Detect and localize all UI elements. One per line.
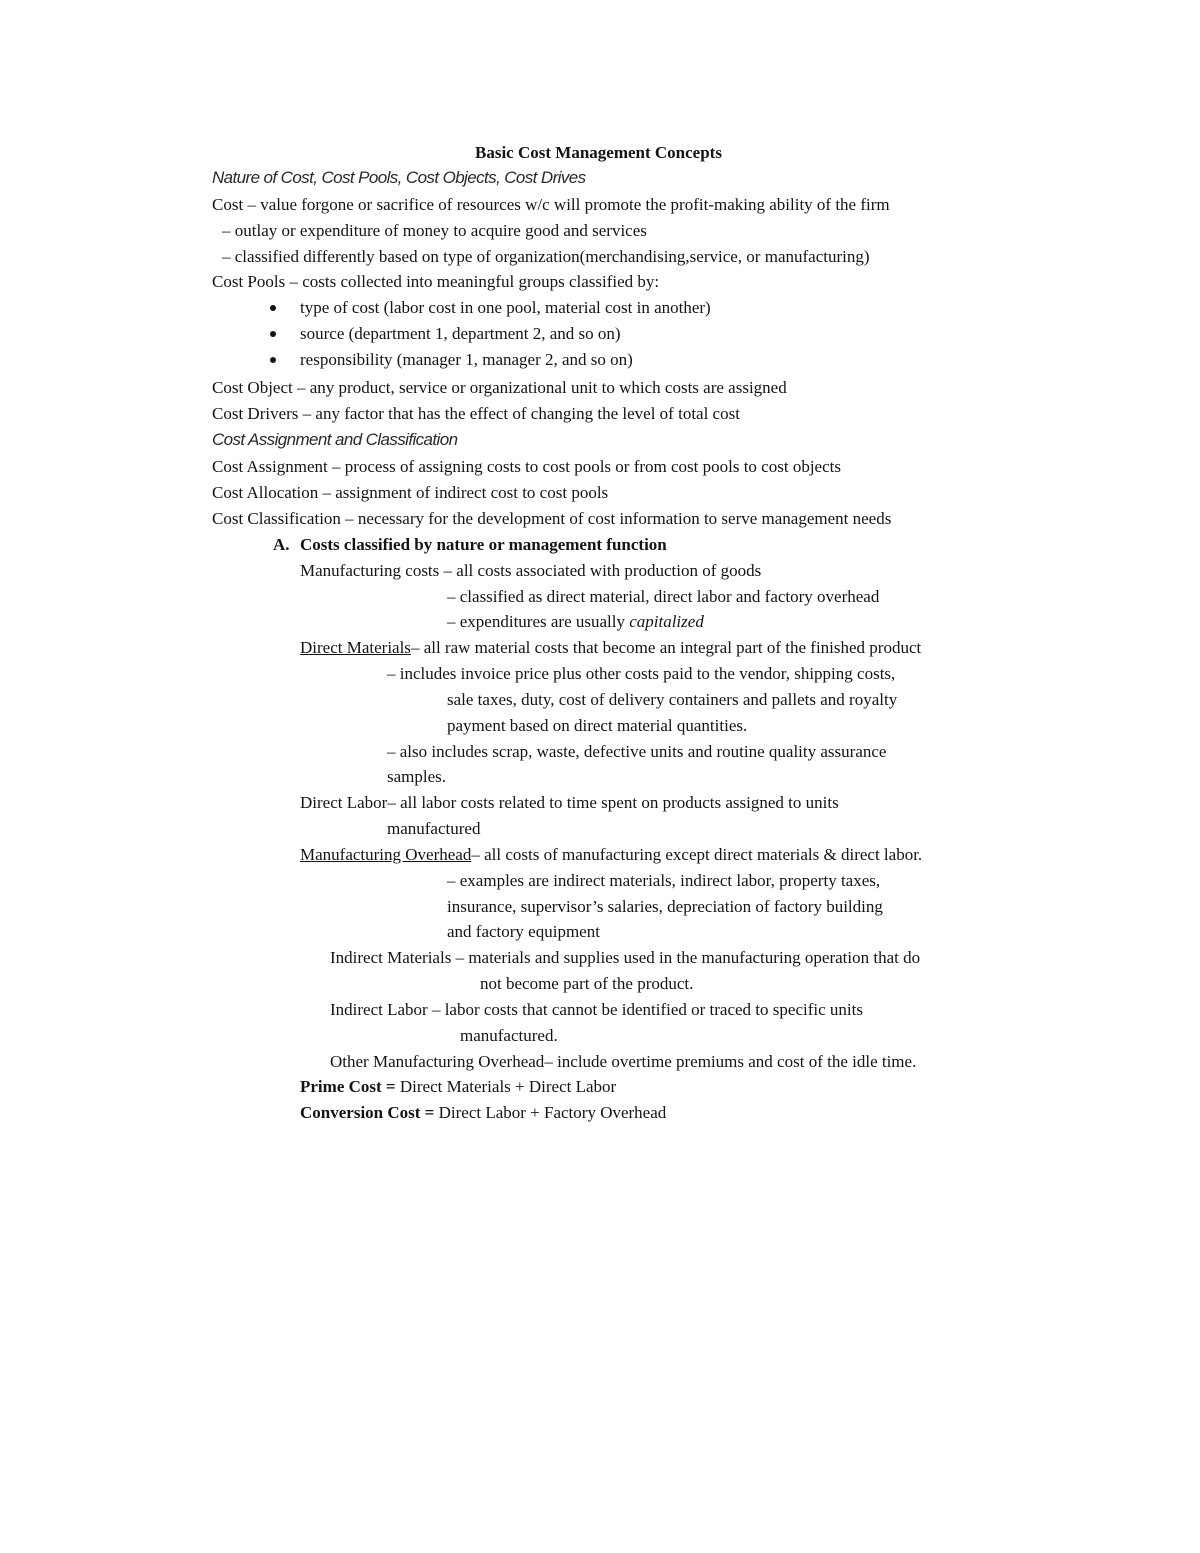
direct-materials-def: – all raw material costs that become an integral part of the finished product: [410, 638, 922, 657]
section-heading-nature-of-cost: Nature of Cost, Cost Pools, Cost Objects, Cost Drives: [212, 168, 586, 187]
other-overhead-term: Other Manufacturing Overhead: [330, 1052, 545, 1071]
cost-term: Cost: [212, 195, 244, 214]
manufacturing-overhead-sub-line-2: insurance, supervisor’s salaries, depreciation of factory building: [447, 897, 883, 916]
cost-pools-bullet-2: source (department 1, department 2, and so on): [300, 324, 621, 343]
cost-classification-def: – necessary for the development of cost information to serve management needs: [340, 509, 892, 528]
cost-def-1: – value forgone or sacrifice of resources w/c will promote the profit-making ability of the firm: [243, 195, 890, 214]
direct-labor-def: – all labor costs related to time spent on products assigned to units: [387, 793, 839, 812]
manufacturing-costs-definition: [300, 561, 761, 581]
direct-labor-def-line-2: manufactured: [387, 819, 481, 838]
section-heading-cost-assignment: Cost Assignment and Classification: [212, 430, 458, 449]
manufacturing-costs-def: – all costs associated with production of goods: [439, 561, 762, 580]
indirect-materials-def: – materials and supplies used in the manufacturing operation that do: [451, 948, 921, 967]
prime-cost-term: Prime Cost =: [300, 1077, 396, 1096]
cost-classification-definition: [212, 509, 891, 529]
cost-drivers-definition: [212, 404, 740, 424]
conversion-cost-formula-text: Direct Labor + Factory Overhead: [434, 1103, 667, 1122]
direct-materials-sub-2-line-2: samples.: [387, 767, 447, 786]
direct-materials-sub-1-line-3: payment based on direct material quantities.: [447, 716, 748, 735]
other-overhead-def: – include overtime premiums and cost of the idle time.: [544, 1052, 917, 1071]
direct-labor-term: Direct Labor: [300, 793, 388, 812]
prime-cost-formula: [300, 1077, 616, 1097]
manufacturing-costs-sub-2: [447, 612, 704, 632]
direct-materials-term: Direct Materials: [300, 638, 411, 657]
manufacturing-costs-sub-2-prefix: – expenditures are usually: [447, 612, 630, 631]
conversion-cost-formula: [300, 1103, 666, 1123]
manufacturing-costs-sub-2-italic: capitalized: [629, 612, 704, 631]
direct-materials-sub-1-line-1: – includes invoice price plus other costs paid to the vendor, shipping costs,: [387, 664, 896, 683]
cost-allocation-definition: [212, 483, 608, 503]
cost-def-3: – classified differently based on type of organization(merchandising,service, or manufacturing): [222, 247, 870, 266]
bullet-icon: [270, 331, 276, 337]
cost-assignment-term: Cost Assignment: [212, 457, 328, 476]
direct-labor-definition: [300, 793, 839, 813]
manufacturing-overhead-definition: [300, 845, 922, 865]
direct-materials-definition: [300, 638, 921, 658]
cost-definition: [212, 195, 890, 215]
cost-pools-term: Cost Pools: [212, 272, 286, 291]
manufacturing-overhead-def: – all costs of manufacturing except direct materials & direct labor.: [471, 845, 923, 864]
indirect-labor-definition: [330, 1000, 863, 1020]
cost-assignment-definition: [212, 457, 841, 477]
manufacturing-costs-term: Manufacturing costs: [300, 561, 440, 580]
indirect-materials-term: Indirect Materials: [330, 948, 452, 967]
indirect-labor-def-line-2: manufactured.: [460, 1026, 558, 1045]
direct-materials-sub-2-line-1: – also includes scrap, waste, defective units and routine quality assurance: [387, 742, 887, 761]
cost-allocation-def: – assignment of indirect cost to cost pools: [318, 483, 609, 502]
manufacturing-overhead-sub-line-3: and factory equipment: [447, 922, 600, 941]
manufacturing-overhead-term: Manufacturing Overhead: [300, 845, 472, 864]
bullet-icon: [270, 305, 276, 311]
direct-materials-sub-1-line-2: sale taxes, duty, cost of delivery containers and pallets and royalty: [447, 690, 898, 709]
conversion-cost-term: Conversion Cost =: [300, 1103, 435, 1122]
manufacturing-costs-sub-1: – classified as direct material, direct labor and factory overhead: [447, 587, 880, 606]
document-title: Basic Cost Management Concepts: [475, 143, 722, 162]
cost-pools-bullet-3: responsibility (manager 1, manager 2, and so on): [300, 350, 633, 369]
indirect-labor-def: – labor costs that cannot be identified or traced to specific units: [427, 1000, 863, 1019]
section-a-letter: A.: [273, 535, 290, 554]
other-overhead-definition: [330, 1052, 916, 1072]
cost-pools-bullet-1: type of cost (labor cost in one pool, material cost in another): [300, 298, 711, 317]
cost-object-term: Cost Object: [212, 378, 293, 397]
indirect-labor-term: Indirect Labor: [330, 1000, 428, 1019]
bullet-icon: [270, 357, 276, 363]
cost-drivers-def: – any factor that has the effect of changing the level of total cost: [298, 404, 740, 423]
cost-classification-term: Cost Classification: [212, 509, 341, 528]
cost-object-def: – any product, service or organizational unit to which costs are assigned: [292, 378, 787, 397]
cost-object-definition: [212, 378, 787, 398]
indirect-materials-definition: [330, 948, 920, 968]
cost-drivers-term: Cost Drivers: [212, 404, 299, 423]
manufacturing-overhead-sub-line-1: – examples are indirect materials, indirect labor, property taxes,: [447, 871, 881, 890]
prime-cost-formula-text: Direct Materials + Direct Labor: [395, 1077, 617, 1096]
cost-assignment-def: – process of assigning costs to cost pools or from cost pools to cost objects: [327, 457, 841, 476]
cost-pools-definition: [212, 272, 659, 292]
indirect-materials-def-line-2: not become part of the product.: [480, 974, 694, 993]
cost-allocation-term: Cost Allocation: [212, 483, 319, 502]
cost-def-2: – outlay or expenditure of money to acquire good and services: [222, 221, 647, 240]
section-a-heading: Costs classified by nature or management function: [300, 535, 667, 554]
cost-pools-def: – costs collected into meaningful groups classified by:: [285, 272, 660, 291]
